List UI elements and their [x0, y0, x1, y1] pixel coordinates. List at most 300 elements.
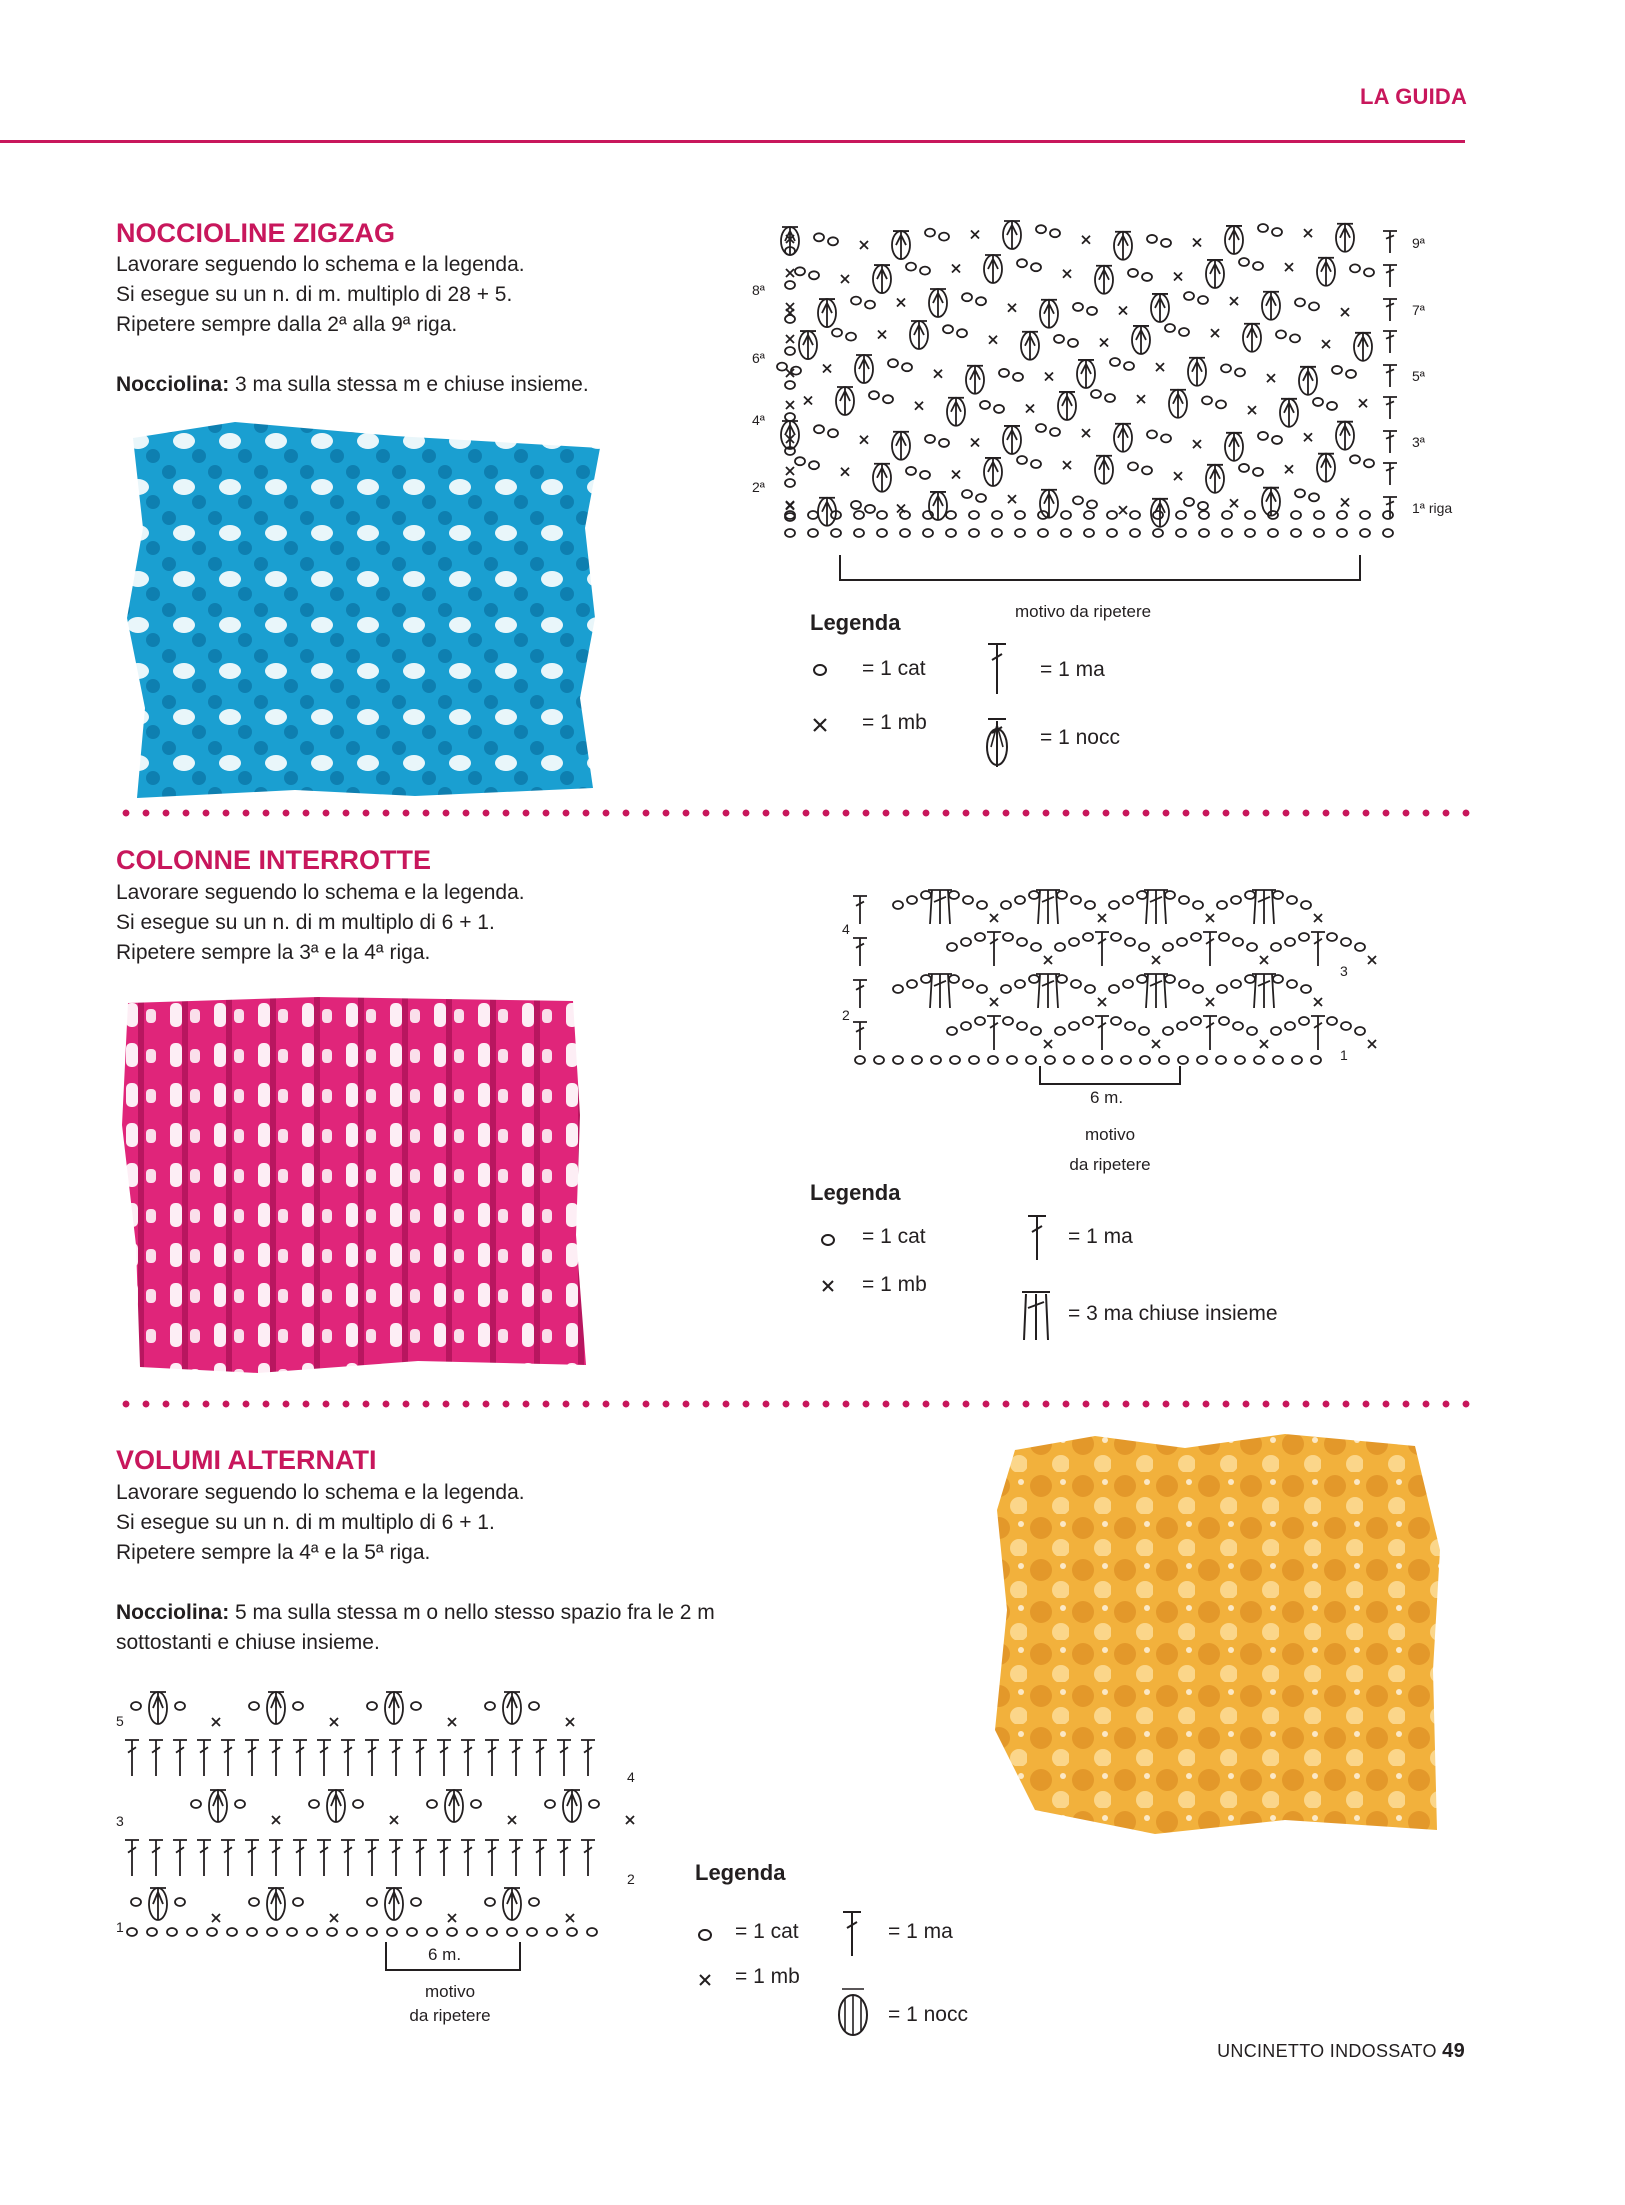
chart-dc-symbol	[125, 1740, 139, 1776]
chart-chain-symbol	[1245, 529, 1255, 537]
chart-chain-symbol	[1125, 1022, 1135, 1030]
chart-chain-symbol	[1001, 901, 1011, 909]
chart-chain-symbol	[1128, 462, 1138, 470]
chart-chain-symbol	[1179, 328, 1189, 336]
chart-dc-symbol	[149, 1740, 163, 1776]
header-rule	[0, 140, 1465, 143]
chart-chain-symbol	[950, 1056, 960, 1064]
chart-chain-symbol	[1130, 529, 1140, 537]
chart-dc-symbol	[1095, 1016, 1109, 1050]
chart-chain-symbol	[831, 529, 841, 537]
chart-chain-symbol	[969, 529, 979, 537]
chart-chain-symbol	[1017, 259, 1027, 267]
section1-line-3: Ripetere sempre dalla 2ª alla 9ª riga.	[116, 313, 458, 336]
chart-chain-symbol	[1137, 975, 1147, 983]
chart-sc-symbol	[897, 298, 905, 306]
chart-chain-symbol	[1216, 1056, 1226, 1064]
chart-chain-symbol	[1123, 896, 1133, 904]
chart-chain-symbol	[1031, 943, 1041, 951]
chart-sc-symbol	[1119, 506, 1127, 514]
chart-chain-symbol	[1291, 529, 1301, 537]
chart-sc-symbol	[272, 1816, 280, 1824]
chart-dc-symbol	[413, 1740, 427, 1776]
chart-chain-symbol	[249, 1702, 259, 1710]
chain-icon	[818, 1230, 838, 1250]
chart-chain-symbol	[411, 1702, 421, 1710]
chart-chain-symbol	[893, 901, 903, 909]
chart-sc-symbol	[1341, 308, 1349, 316]
section1-legend-ma: = 1 ma	[1040, 658, 1105, 681]
chart-chain-symbol	[828, 429, 838, 437]
chart-chain-symbol	[1332, 366, 1342, 374]
chart-chain-symbol	[485, 1702, 495, 1710]
section3-line-3: Ripetere sempre la 4ª e la 5ª riga.	[116, 1541, 431, 1564]
chart-dc-symbol	[485, 1840, 499, 1876]
chart-chain-symbol	[814, 233, 824, 241]
chart-chain-symbol	[1314, 529, 1324, 537]
section2-legend-cluster: = 3 ma chiuse insieme	[1068, 1302, 1278, 1325]
chart-chain-symbol	[249, 1898, 259, 1906]
section2-stitch-grid	[853, 890, 1376, 1064]
chart-chain-symbol	[1031, 263, 1041, 271]
chart-chain-symbol	[1147, 430, 1157, 438]
section2-line-1: Lavorare seguendo lo schema e la legenda.	[116, 881, 525, 904]
chart-chain-symbol	[1003, 1017, 1013, 1025]
section1-legend-cat: = 1 cat	[862, 657, 926, 680]
chart-sc-symbol	[860, 436, 868, 444]
chain-icon	[695, 1925, 715, 1945]
section1-title: NOCCIOLINE ZIGZAG	[116, 218, 395, 248]
chart-dc-symbol	[557, 1740, 571, 1776]
chart-chain-symbol	[1327, 1017, 1337, 1025]
section2-legend-ma: = 1 ma	[1068, 1225, 1133, 1248]
chart-chain-symbol	[1299, 1017, 1309, 1025]
section3-swatch-photo	[985, 1430, 1445, 1860]
section1-instructions	[116, 250, 589, 400]
section3-chart	[112, 1680, 652, 1935]
chart-dc-symbol	[485, 1740, 499, 1776]
chart-dc-symbol	[149, 1840, 163, 1876]
chart-dc-symbol	[317, 1840, 331, 1876]
section1-swatch-shape	[127, 422, 600, 798]
chart-chain-symbol	[814, 425, 824, 433]
chart-dc-symbol	[853, 938, 867, 966]
chart-chain-symbol	[1036, 225, 1046, 233]
chart-sc-symbol	[990, 998, 998, 1006]
chart-sc-symbol	[1044, 1040, 1052, 1048]
chart-chain-symbol	[877, 529, 887, 537]
chart-sc-symbol	[1119, 307, 1127, 315]
chart-chain-symbol	[785, 347, 795, 355]
chart-chain-symbol	[1191, 1017, 1201, 1025]
chart-chain-symbol	[795, 457, 805, 465]
chart-chain-symbol	[287, 1928, 297, 1936]
chart-chain-symbol	[1085, 901, 1095, 909]
section2-line-2: Si esegue su un n. di m multiplo di 6 + 1.	[116, 911, 495, 934]
chart-sc-symbol	[1322, 340, 1330, 348]
chart-chain-symbol	[427, 1800, 437, 1808]
chart-chain-symbol	[1311, 1056, 1321, 1064]
chart-chain-symbol	[939, 439, 949, 447]
chart-chain-symbol	[1110, 358, 1120, 366]
treble-icon	[840, 1908, 864, 1958]
chart-chain-symbol	[931, 1056, 941, 1064]
chart-dc-symbol	[1383, 331, 1397, 353]
chart-chain-symbol	[471, 1800, 481, 1808]
section2-legend-mb: = 1 mb	[862, 1273, 927, 1296]
chart-sc-symbol	[1314, 998, 1322, 1006]
chart-chain-symbol	[1176, 529, 1186, 537]
chart-chain-symbol	[1071, 896, 1081, 904]
chart-chain-symbol	[1054, 335, 1064, 343]
s3-row-right-2: 2	[627, 1871, 635, 1887]
chart-chain-symbol	[1087, 500, 1097, 508]
chart-chain-symbol	[1193, 985, 1203, 993]
chart-chain-symbol	[327, 1928, 337, 1936]
chart-chain-symbol	[920, 267, 930, 275]
chart-dc-symbol	[389, 1740, 403, 1776]
chart-chain-symbol	[1355, 943, 1365, 951]
section3-legend-ma: = 1 ma	[888, 1920, 953, 1943]
chart-chain-symbol	[1191, 933, 1201, 941]
s1-row-left-6: 6ª	[752, 350, 765, 366]
chart-chain-symbol	[309, 1800, 319, 1808]
section2-legend-cat: = 1 cat	[862, 1225, 926, 1248]
chart-chain-symbol	[1123, 980, 1133, 988]
chart-chain-symbol	[1301, 901, 1311, 909]
chart-chain-symbol	[1165, 975, 1175, 983]
chart-dc-symbol	[293, 1840, 307, 1876]
chart-chain-symbol	[988, 1056, 998, 1064]
chart-dc-symbol	[1203, 1016, 1217, 1050]
chart-chain-symbol	[1295, 489, 1305, 497]
chart-sc-symbol	[330, 1914, 338, 1922]
chart-dc-symbol	[173, 1840, 187, 1876]
chart-chain-symbol	[1350, 264, 1360, 272]
chart-chain-symbol	[808, 529, 818, 537]
chart-dc-symbol	[987, 932, 1001, 966]
chart-chain-symbol	[1121, 1056, 1131, 1064]
chart-sc-symbol	[1152, 956, 1160, 964]
chart-sc-symbol	[1314, 914, 1322, 922]
section1-repeat-label: motivo da ripetere	[1015, 602, 1152, 621]
chart-chain-symbol	[851, 297, 861, 305]
section1-legend-mb: = 1 mb	[862, 711, 927, 734]
chart-sc-symbol	[823, 364, 831, 372]
chart-chain-symbol	[977, 985, 987, 993]
chart-sc-symbol	[626, 1816, 634, 1824]
section1-legend-title: Legenda	[810, 610, 901, 635]
section2-legend-title: Legenda	[810, 1180, 901, 1205]
chart-chain-symbol	[1285, 1022, 1295, 1030]
chart-chain-symbol	[1184, 292, 1194, 300]
chart-dc-symbol	[1383, 231, 1397, 253]
chart-chain-symbol	[785, 381, 795, 389]
chart-chain-symbol	[1031, 1027, 1041, 1035]
chart-sc-symbol	[1304, 229, 1312, 237]
chart-chain-symbol	[969, 1056, 979, 1064]
chart-chain-symbol	[888, 359, 898, 367]
chart-chain-symbol	[1073, 496, 1083, 504]
chart-chain-symbol	[227, 1928, 237, 1936]
chart-sc-symbol	[971, 439, 979, 447]
chart-chain-symbol	[946, 511, 956, 519]
chart-chain-symbol	[1124, 362, 1134, 370]
chart-chain-symbol	[907, 980, 917, 988]
treble-icon	[1025, 1212, 1049, 1262]
chart-sc-symbol	[1267, 374, 1275, 382]
section1-note-label: Nocciolina:	[116, 373, 230, 396]
section2-swatch-photo	[118, 995, 618, 1380]
chart-sc-symbol	[1082, 236, 1090, 244]
s3-row-right-4: 4	[627, 1769, 635, 1785]
chart-chain-symbol	[1355, 1027, 1365, 1035]
chart-chain-symbol	[1085, 985, 1095, 993]
section3-note-text: 5 ma sulla stessa m o nello stesso spazio fra le 2 m sottostanti e chiuse insieme.	[116, 1601, 715, 1654]
chart-chain-symbol	[1105, 394, 1115, 402]
chart-chain-symbol	[1179, 980, 1189, 988]
chart-chain-symbol	[962, 293, 972, 301]
chart-chain-symbol	[1253, 262, 1263, 270]
dotted-divider-2	[116, 1399, 1472, 1409]
chart-dc-symbol	[1311, 1016, 1325, 1050]
chart-chain-symbol	[1287, 980, 1297, 988]
chart-sc-symbol	[1206, 914, 1214, 922]
chart-chain-symbol	[1245, 975, 1255, 983]
chart-dc-symbol	[557, 1840, 571, 1876]
chart-chain-symbol	[1231, 980, 1241, 988]
chart-chain-symbol	[427, 1928, 437, 1936]
chart-sc-symbol	[1174, 273, 1182, 281]
chart-chain-symbol	[975, 1017, 985, 1025]
chart-chain-symbol	[267, 1928, 277, 1936]
section3-repeat-label-1: motivo	[424, 1982, 476, 2001]
chart-sc-symbol	[212, 1718, 220, 1726]
chart-chain-symbol	[187, 1928, 197, 1936]
s1-row-right-5: 5ª	[1412, 368, 1425, 384]
section3-line-2: Si esegue su un n. di m multiplo di 6 + 1.	[116, 1511, 495, 1534]
chart-sc-symbol	[1260, 956, 1268, 964]
chart-dc-symbol	[509, 1740, 523, 1776]
chart-sc-symbol	[1098, 914, 1106, 922]
chart-chain-symbol	[1057, 891, 1067, 899]
chart-sc-symbol	[841, 275, 849, 283]
chart-chain-symbol	[1313, 398, 1323, 406]
chart-chain-symbol	[1125, 938, 1135, 946]
chart-chain-symbol	[1364, 268, 1374, 276]
chart-chain-symbol	[1109, 901, 1119, 909]
chart-chain-symbol	[1026, 1056, 1036, 1064]
s1-row-right-7: 7ª	[1412, 302, 1425, 318]
chart-chain-symbol	[1346, 370, 1356, 378]
chart-dc-symbol	[853, 896, 867, 924]
chart-chain-symbol	[1276, 330, 1286, 338]
chart-chain-symbol	[949, 975, 959, 983]
chart-dc-symbol	[173, 1740, 187, 1776]
chart-chain-symbol	[962, 490, 972, 498]
section3-swatch-shape	[995, 1434, 1440, 1834]
section3-note-label: Nocciolina:	[116, 1601, 230, 1624]
chart-chain-symbol	[367, 1702, 377, 1710]
chart-chain-symbol	[1247, 1027, 1257, 1035]
chart-dc-symbol	[341, 1740, 355, 1776]
chart-chain-symbol	[1341, 938, 1351, 946]
chart-chain-symbol	[1271, 943, 1281, 951]
chart-chain-symbol	[1247, 943, 1257, 951]
chart-dc-symbol	[269, 1840, 283, 1876]
section3-stitch-grid	[125, 1692, 634, 1936]
chart-chain-symbol	[127, 1928, 137, 1936]
chart-chain-symbol	[1029, 975, 1039, 983]
chart-dc-symbol	[461, 1840, 475, 1876]
chart-chain-symbol	[851, 501, 861, 509]
chart-chain-symbol	[1179, 896, 1189, 904]
chart-chain-symbol	[529, 1898, 539, 1906]
chart-dc-symbol	[1311, 932, 1325, 966]
chart-chain-symbol	[1153, 529, 1163, 537]
chart-chain-symbol	[167, 1928, 177, 1936]
section2-title: COLONNE INTERROTTE	[116, 845, 431, 875]
chart-chain-symbol	[1309, 493, 1319, 501]
dotted-divider-1	[116, 808, 1472, 818]
chart-chain-symbol	[1055, 943, 1065, 951]
chart-dc-symbol	[1383, 397, 1397, 419]
chart-chain-symbol	[963, 896, 973, 904]
chart-chain-symbol	[1273, 975, 1283, 983]
chart-sc-symbol	[1285, 263, 1293, 271]
chart-chain-symbol	[1015, 980, 1025, 988]
chart-dc-symbol	[197, 1740, 211, 1776]
chart-sc-symbol	[1230, 499, 1238, 507]
chart-chain-symbol	[1290, 334, 1300, 342]
chart-chain-symbol	[1130, 511, 1140, 519]
chart-chain-symbol	[1184, 498, 1194, 506]
chart-sc-symbol	[878, 330, 886, 338]
chart-chain-symbol	[949, 891, 959, 899]
chart-chain-symbol	[1038, 529, 1048, 537]
chart-chain-symbol	[1137, 891, 1147, 899]
bobble-icon	[982, 715, 1012, 771]
chart-sc-symbol	[1368, 956, 1376, 964]
chart-chain-symbol	[874, 1056, 884, 1064]
chart-chain-symbol	[1197, 1056, 1207, 1064]
chart-chain-symbol	[1061, 511, 1071, 519]
chart-dc-symbol	[125, 1840, 139, 1876]
chart-chain-symbol	[1084, 529, 1094, 537]
chart-chain-symbol	[411, 1898, 421, 1906]
chart-chain-symbol	[893, 1056, 903, 1064]
chart-dc-symbol	[269, 1740, 283, 1776]
chart-chain-symbol	[1142, 466, 1152, 474]
section1-chart	[750, 215, 1470, 595]
chart-chain-symbol	[1272, 228, 1282, 236]
chart-sc-symbol	[1008, 304, 1016, 312]
chart-chain-symbol	[1239, 464, 1249, 472]
section3-repeat-count: 6 m.	[428, 1945, 462, 1964]
chart-chain-symbol	[207, 1928, 217, 1936]
chart-dc-symbol	[365, 1840, 379, 1876]
chart-chain-symbol	[809, 271, 819, 279]
chart-dc-symbol	[1383, 265, 1397, 287]
chart-chain-symbol	[1327, 933, 1337, 941]
chart-chain-symbol	[1045, 1056, 1055, 1064]
chart-dc-symbol	[533, 1840, 547, 1876]
chart-chain-symbol	[1050, 428, 1060, 436]
chart-sc-symbol	[390, 1816, 398, 1824]
chart-sc-symbol	[1193, 239, 1201, 247]
chart-chain-symbol	[1178, 1056, 1188, 1064]
chart-chain-symbol	[1327, 402, 1337, 410]
chart-chain-symbol	[175, 1702, 185, 1710]
chart-chain-symbol	[387, 1928, 397, 1936]
chart-chain-symbol	[865, 301, 875, 309]
chart-chain-symbol	[925, 229, 935, 237]
chart-chain-symbol	[1111, 933, 1121, 941]
section2-repeat-label-2: da ripetere	[1069, 1155, 1151, 1174]
s3-row-left-3: 3	[116, 1813, 124, 1829]
chart-chain-symbol	[1029, 891, 1039, 899]
chart-chain-symbol	[1198, 296, 1208, 304]
section3-title: VOLUMI ALTERNATI	[116, 1445, 377, 1475]
chart-chain-symbol	[529, 1702, 539, 1710]
chart-chain-symbol	[1245, 891, 1255, 899]
chart-chain-symbol	[785, 315, 795, 323]
chart-chain-symbol	[809, 461, 819, 469]
chart-chain-symbol	[1295, 298, 1305, 306]
chart-chain-symbol	[1057, 975, 1067, 983]
chart-sc-symbol	[989, 336, 997, 344]
chart-sc-symbol	[1098, 998, 1106, 1006]
chart-chain-symbol	[1102, 1056, 1112, 1064]
chart-chain-symbol	[1139, 943, 1149, 951]
chart-chain-symbol	[1153, 511, 1163, 519]
chart-dc-symbol	[1383, 497, 1397, 519]
chart-chain-symbol	[785, 479, 795, 487]
section3-legend-nocc: = 1 nocc	[888, 2003, 968, 2026]
chart-chain-symbol	[808, 511, 818, 519]
chart-chain-symbol	[923, 529, 933, 537]
s1-row-right-9: 9ª	[1412, 235, 1425, 251]
section1-note	[116, 370, 589, 400]
section2-line-3: Ripetere sempre la 3ª e la 4ª riga.	[116, 941, 431, 964]
section3-line-1: Lavorare seguendo lo schema e la legenda.	[116, 1481, 525, 1504]
chart-dc-symbol	[853, 1022, 867, 1050]
chart-chain-symbol	[920, 471, 930, 479]
chart-chain-symbol	[1337, 529, 1347, 537]
chart-sc-symbol	[1026, 405, 1034, 413]
chart-dc-symbol	[197, 1840, 211, 1876]
section1-legend-nocc: = 1 nocc	[1040, 726, 1120, 749]
chart-chain-symbol	[846, 333, 856, 341]
chart-sc-symbol	[915, 402, 923, 410]
chart-sc-symbol	[1206, 998, 1214, 1006]
five-bobble-icon	[836, 1985, 870, 2039]
chart-chain-symbol	[1271, 1027, 1281, 1035]
chart-chain-symbol	[1350, 455, 1360, 463]
chart-chain-symbol	[1383, 529, 1393, 537]
chart-chain-symbol	[869, 391, 879, 399]
chart-chain-symbol	[900, 529, 910, 537]
chart-chain-symbol	[1217, 985, 1227, 993]
chart-dc-symbol	[987, 1016, 1001, 1050]
chart-chain-symbol	[1273, 1056, 1283, 1064]
chart-chain-symbol	[906, 467, 916, 475]
chart-dc-symbol	[341, 1840, 355, 1876]
section1-row-labels-left	[752, 282, 766, 495]
chart-chain-symbol	[1299, 933, 1309, 941]
chart-dc-symbol	[437, 1840, 451, 1876]
chart-chain-symbol	[961, 1022, 971, 1030]
